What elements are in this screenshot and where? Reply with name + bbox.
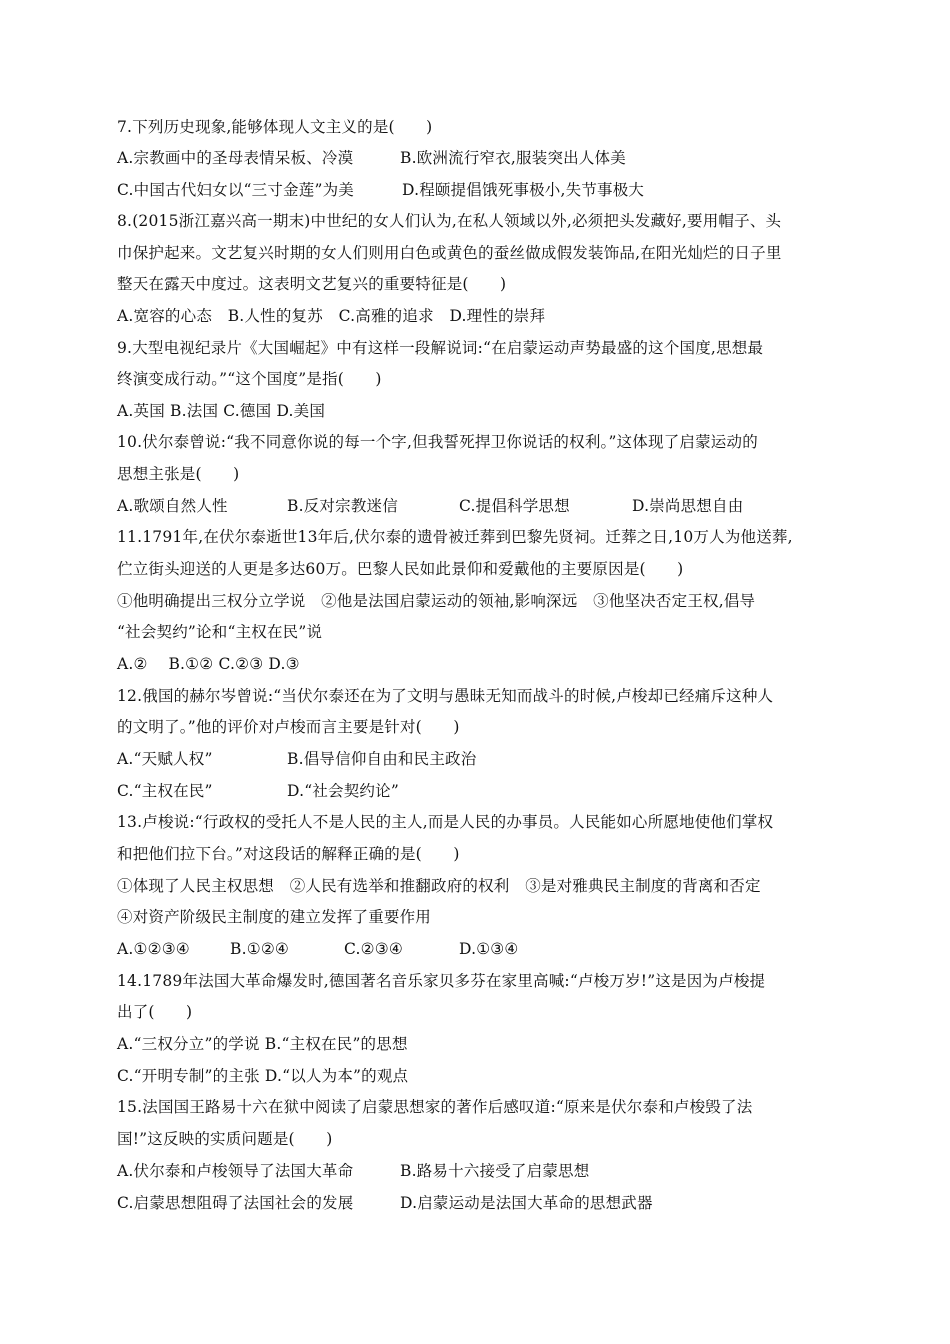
q7-option-b: B.欧洲流行窄衣,服装突出人体美 <box>400 149 626 167</box>
q12-option-d: D.“社会契约论” <box>287 782 399 800</box>
q7-stem: 7.下列历史现象,能够体现人文主义的是( ) <box>117 118 433 136</box>
q13-stem-line-2: 和把他们拉下台。”对这段话的解释正确的是( ) <box>117 845 460 863</box>
q14-stem-line-2: 出了( ) <box>117 1003 193 1021</box>
q10-option-b: B.反对宗教迷信 <box>287 497 398 515</box>
q8-stem-line-1: 8.(2015浙江嘉兴高一期末)中世纪的女人们认为,在私人领域以外,必须把头发藏好,要用帽子、头 <box>117 212 782 230</box>
q15-option-b: B.路易十六接受了启蒙思想 <box>400 1162 590 1180</box>
q9-stem-line-2: 终演变成行动。”“这个国度”是指( ) <box>117 370 382 388</box>
q11-stem-line-2: 伫立街头迎送的人更是多达60万。巴黎人民如此景仰和爱戴他的主要原因是( ) <box>117 560 684 578</box>
q14-options-line-1: A.“三权分立”的学说 B.“主权在民”的思想 <box>117 1035 408 1053</box>
q9-options: A.英国 B.法国 C.德国 D.美国 <box>117 402 326 420</box>
q11-items-line-2: “社会契约”论和“主权在民”说 <box>117 623 323 641</box>
q10-stem-line-1: 10.伏尔泰曾说:“我不同意你说的每一个字,但我誓死捍卫你说话的权利。”这体现了启蒙运动的 <box>117 433 758 451</box>
q10-option-a: A.歌颂自然人性 <box>117 497 228 515</box>
q12-stem-line-1: 12.俄国的赫尔岑曾说:“当伏尔泰还在为了文明与愚昧无知而战斗的时候,卢梭却已经痛斥这种人 <box>117 687 774 705</box>
q7-option-a: A.宗教画中的圣母表情呆板、冷漠 <box>117 149 354 167</box>
q7-option-d: D.程颐提倡饿死事极小,失节事极大 <box>402 181 645 199</box>
q15-option-a: A.伏尔泰和卢梭领导了法国大革命 <box>117 1162 354 1180</box>
q9-stem-line-1: 9.大型电视纪录片《大国崛起》中有这样一段解说词:“在启蒙运动声势最盛的这个国度,思想最 <box>117 339 764 357</box>
q7-option-c: C.中国古代妇女以“三寸金莲”为美 <box>117 181 354 199</box>
q12-option-a: A.“天赋人权” <box>117 750 213 768</box>
q11-items-line-1: ①他明确提出三权分立学说 ②他是法国启蒙运动的领袖,影响深远 ③他坚决否定王权,倡导 <box>117 592 756 610</box>
q8-stem-line-2: 巾保护起来。文艺复兴时期的女人们则用白色或黄色的蚕丝做成假发装饰品,在阳光灿烂的日子里 <box>117 244 782 262</box>
q13-option-c: C.②③④ <box>344 940 403 958</box>
q12-option-b: B.倡导信仰自由和民主政治 <box>287 750 477 768</box>
q13-option-a: A.①②③④ <box>117 940 190 958</box>
q13-items-line-1: ①体现了人民主权思想 ②人民有选举和推翻政府的权利 ③是对雅典民主制度的背离和否定 <box>117 877 761 895</box>
q15-stem-line-1: 15.法国国王路易十六在狱中阅读了启蒙思想家的著作后感叹道:“原来是伏尔泰和卢梭毁了法 <box>117 1098 753 1116</box>
q13-items-line-2: ④对资产阶级民主制度的建立发挥了重要作用 <box>117 908 432 926</box>
q13-stem-line-1: 13.卢梭说:“行政权的受托人不是人民的主人,而是人民的办事员。人民能如心所愿地使他们掌权 <box>117 813 774 831</box>
q15-option-c: C.启蒙思想阻碍了法国社会的发展 <box>117 1194 354 1212</box>
q8-options: A.宽容的心态 B.人性的复苏 C.高雅的追求 D.理性的崇拜 <box>117 307 546 325</box>
q11-options: A.② B.①② C.②③ D.③ <box>117 655 300 673</box>
q14-stem-line-1: 14.1789年法国大革命爆发时,德国著名音乐家贝多芬在家里高喊:“卢梭万岁!”这是因为卢梭提 <box>117 972 766 990</box>
q13-option-d: D.①③④ <box>459 940 519 958</box>
q13-option-b: B.①②④ <box>230 940 290 958</box>
q12-option-c: C.“主权在民” <box>117 782 213 800</box>
q12-stem-line-2: 的文明了。”他的评价对卢梭而言主要是针对( ) <box>117 718 460 736</box>
q8-stem-line-3: 整天在露天中度过。这表明文艺复兴的重要特征是( ) <box>117 275 507 293</box>
q11-stem-line-1: 11.1791年,在伏尔泰逝世13年后,伏尔泰的遗骨被迁葬到巴黎先贤祠。迁葬之日,10万人为他送葬, <box>117 528 793 546</box>
q15-option-d: D.启蒙运动是法国大革命的思想武器 <box>400 1194 653 1212</box>
q10-option-d: D.崇尚思想自由 <box>632 497 744 515</box>
q15-stem-line-2: 国!”这反映的实质问题是( ) <box>117 1130 333 1148</box>
q10-stem-line-2: 思想主张是( ) <box>117 465 240 483</box>
q10-option-c: C.提倡科学思想 <box>459 497 570 515</box>
q14-options-line-2: C.“开明专制”的主张 D.“以人为本”的观点 <box>117 1067 409 1085</box>
